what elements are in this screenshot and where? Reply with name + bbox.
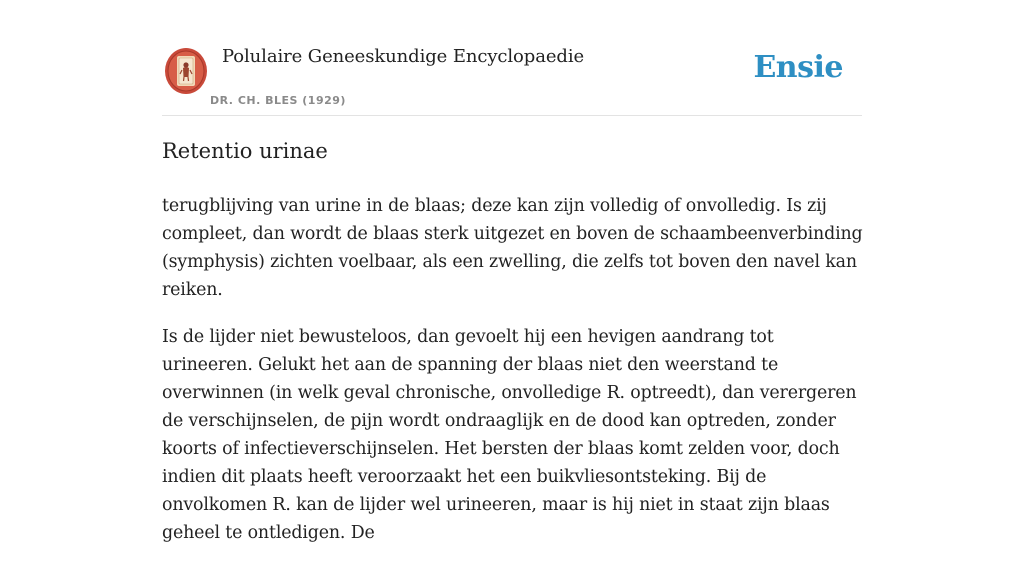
entry-title: Retentio urinae bbox=[162, 139, 328, 163]
site-header bbox=[162, 40, 862, 116]
entry-paragraph: terugblijving van urine in de blaas; deze kan zijn volledig of onvolledig. Is zij compleet, dan wordt de blaas sterk uitgezet en boven de schaambeenverbinding (symphysis) zichten voelbaar, als een zwelling, die zelfs tot boven den navel kan reiken. bbox=[162, 196, 863, 300]
publication-author: DR. CH. BLES (1929) bbox=[210, 94, 346, 107]
brand-logo-link[interactable]: Ensie bbox=[753, 50, 843, 85]
encyclopedia-seal-icon[interactable] bbox=[164, 47, 208, 95]
publication-title[interactable]: Polulaire Geneeskundige Encyclopaedie bbox=[222, 46, 585, 67]
entry-body bbox=[162, 192, 867, 566]
entry-paragraph: Is de lijder niet bewusteloos, dan gevoelt hij een hevigen aandrang tot urineeren. Gelukt het aan de spanning der blaas niet den weerstand te overwinnen (in welk geval chronische, onvolledige R. optreedt), dan verergeren de verschijnselen, de pijn wordt ondraaglijk en de dood kan optreden, zonder koorts of infectieverschijnselen. Het bersten der blaas komt zelden voor, doch indien dit plaats heeft veroorzaakt het een buikvliesontsteking. Bij de onvolkomen R. kan de lijder wel urineeren, maar is hij niet in staat zijn blaas geheel te ontledigen. De bbox=[162, 327, 857, 543]
